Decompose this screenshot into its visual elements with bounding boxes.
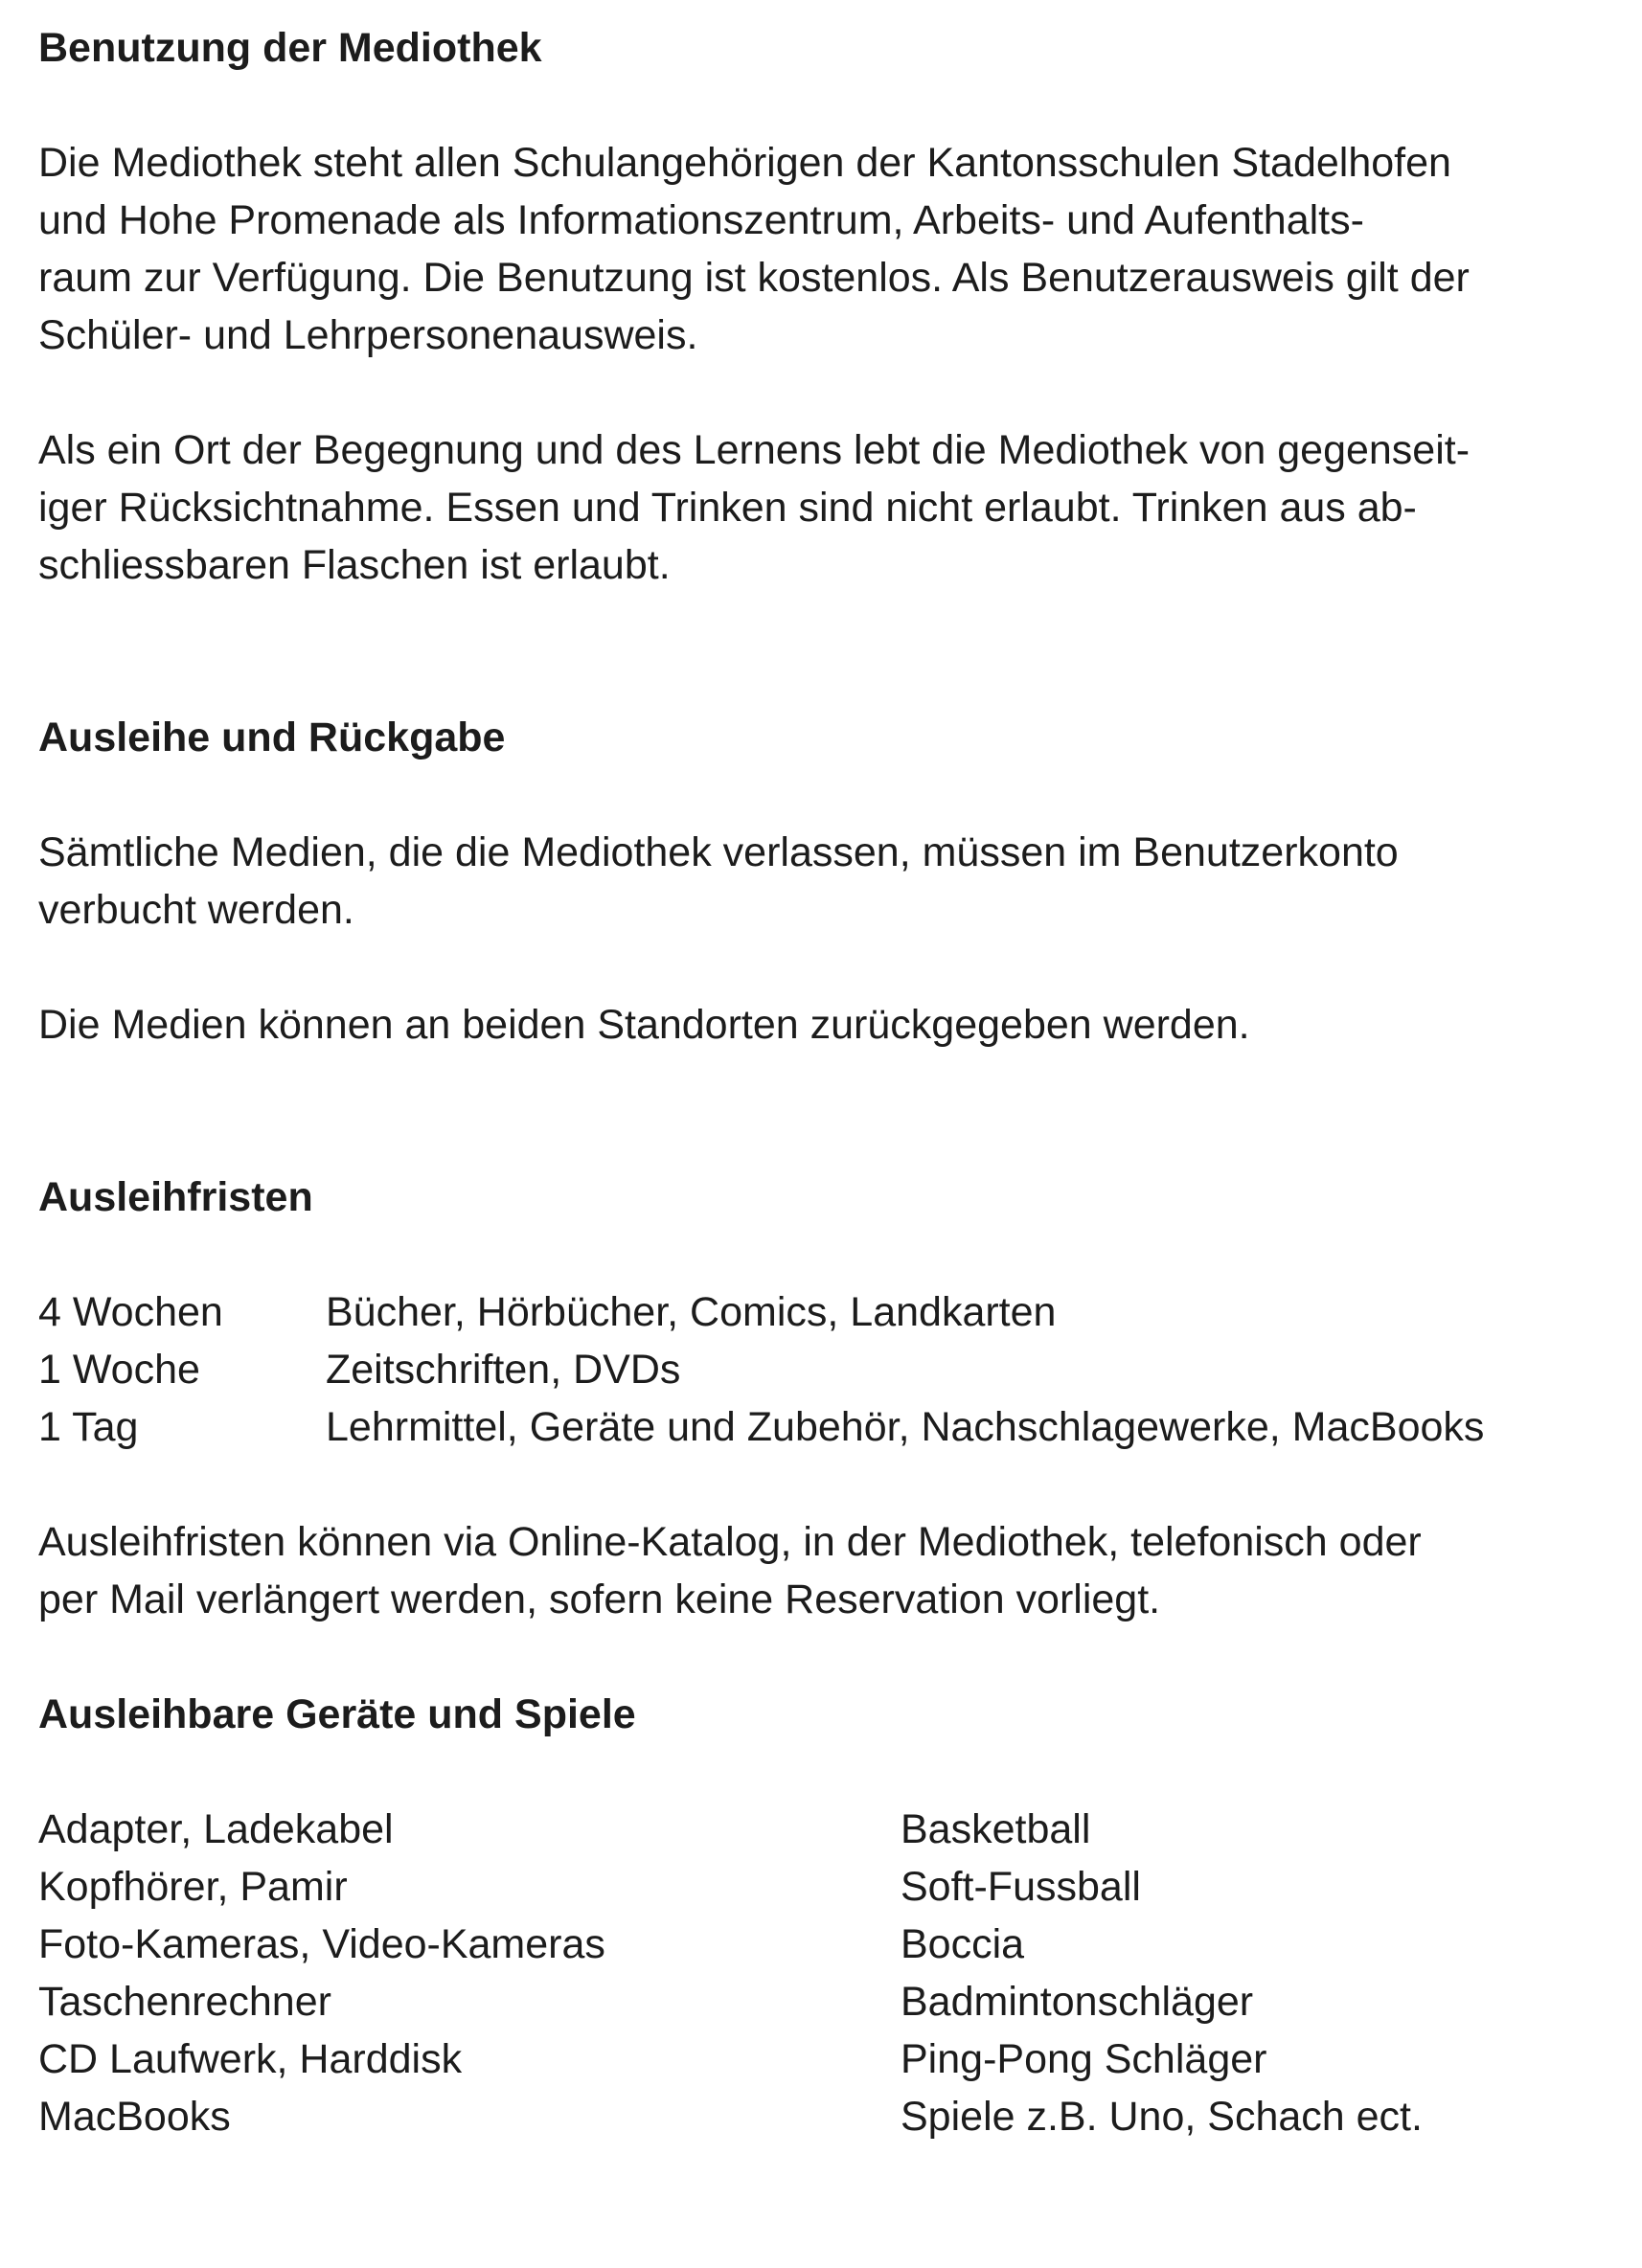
loan-period-row — [38, 1341, 1609, 1398]
text-line: Ausleihfristen können via Online-Katalog, in der Mediothek, telefonisch oder — [38, 1519, 1422, 1565]
text-line: Als ein Ort der Begegnung und des Lernens lebt die Mediothek von gegenseit- — [38, 427, 1471, 473]
text-line: schliessbaren Flaschen ist erlaubt. — [38, 542, 671, 588]
list-item: Foto-Kameras, Video-Kameras — [38, 1921, 605, 1967]
list-item: Badmintonschläger — [901, 1979, 1254, 2025]
loan-periods-list — [38, 1283, 1609, 1456]
equipment-list — [38, 1801, 901, 2145]
list-item: Boccia — [901, 1921, 1025, 1967]
equipment-lists — [38, 1801, 1609, 2145]
loan-period-items: Bücher, Hörbücher, Comics, Landkarten — [326, 1289, 1057, 1335]
list-item: MacBooks — [38, 2094, 231, 2140]
text-line: Schüler- und Lehrpersonenausweis. — [38, 312, 698, 358]
list-item: Soft-Fussball — [901, 1864, 1141, 1910]
paragraph-benutzung-1 — [38, 134, 1609, 364]
loan-period-items: Lehrmittel, Geräte und Zubehör, Nachschlagewerke, MacBooks — [326, 1404, 1485, 1450]
paragraph-ausleihe-1 — [38, 824, 1609, 939]
games-list — [901, 1801, 1609, 2145]
heading-ausleihfristen: Ausleihfristen — [38, 1174, 313, 1220]
paragraph-benutzung-2 — [38, 421, 1609, 594]
text-line: iger Rücksichtnahme. Essen und Trinken sind nicht erlaubt. Trinken aus ab- — [38, 485, 1417, 531]
heading-geraete-spiele: Ausleihbare Geräte und Spiele — [38, 1691, 636, 1737]
list-item: CD Laufwerk, Harddisk — [38, 2036, 463, 2082]
text-line: per Mail verlängert werden, sofern keine Reservation vorliegt. — [38, 1576, 1161, 1622]
loan-period-items: Zeitschriften, DVDs — [326, 1347, 681, 1393]
heading-benutzung: Benutzung der Mediothek — [38, 25, 542, 71]
list-item: Spiele z.B. Uno, Schach ect. — [901, 2094, 1423, 2140]
list-item: Ping-Pong Schläger — [901, 2036, 1267, 2082]
list-item: Kopfhörer, Pamir — [38, 1864, 348, 1910]
list-item: Taschenrechner — [38, 1979, 331, 2025]
loan-period-term: 1 Tag — [38, 1404, 139, 1450]
list-item: Adapter, Ladekabel — [38, 1806, 394, 1852]
text-line: Die Medien können an beiden Standorten zurückgegeben werden. — [38, 1002, 1250, 1048]
heading-ausleihe-rueckgabe: Ausleihe und Rückgabe — [38, 714, 506, 760]
text-line: Die Mediothek steht allen Schulangehörigen der Kantonsschulen Stadelhofen — [38, 140, 1451, 186]
loan-period-term: 4 Wochen — [38, 1289, 223, 1335]
loan-period-row — [38, 1398, 1609, 1456]
loan-period-term: 1 Woche — [38, 1347, 200, 1393]
text-line: und Hohe Promenade als Informationszentrum, Arbeits- und Aufenthalts- — [38, 197, 1364, 243]
text-line: verbucht werden. — [38, 887, 354, 933]
loan-period-row — [38, 1283, 1609, 1341]
text-line: Sämtliche Medien, die die Mediothek verlassen, müssen im Benutzerkonto — [38, 829, 1399, 875]
paragraph-verlaengerung — [38, 1513, 1609, 1628]
list-item: Basketball — [901, 1806, 1091, 1852]
text-line: raum zur Verfügung. Die Benutzung ist kostenlos. Als Benutzerausweis gilt der — [38, 255, 1470, 301]
paragraph-ausleihe-2 — [38, 996, 1609, 1054]
document-page — [38, 19, 1609, 2145]
